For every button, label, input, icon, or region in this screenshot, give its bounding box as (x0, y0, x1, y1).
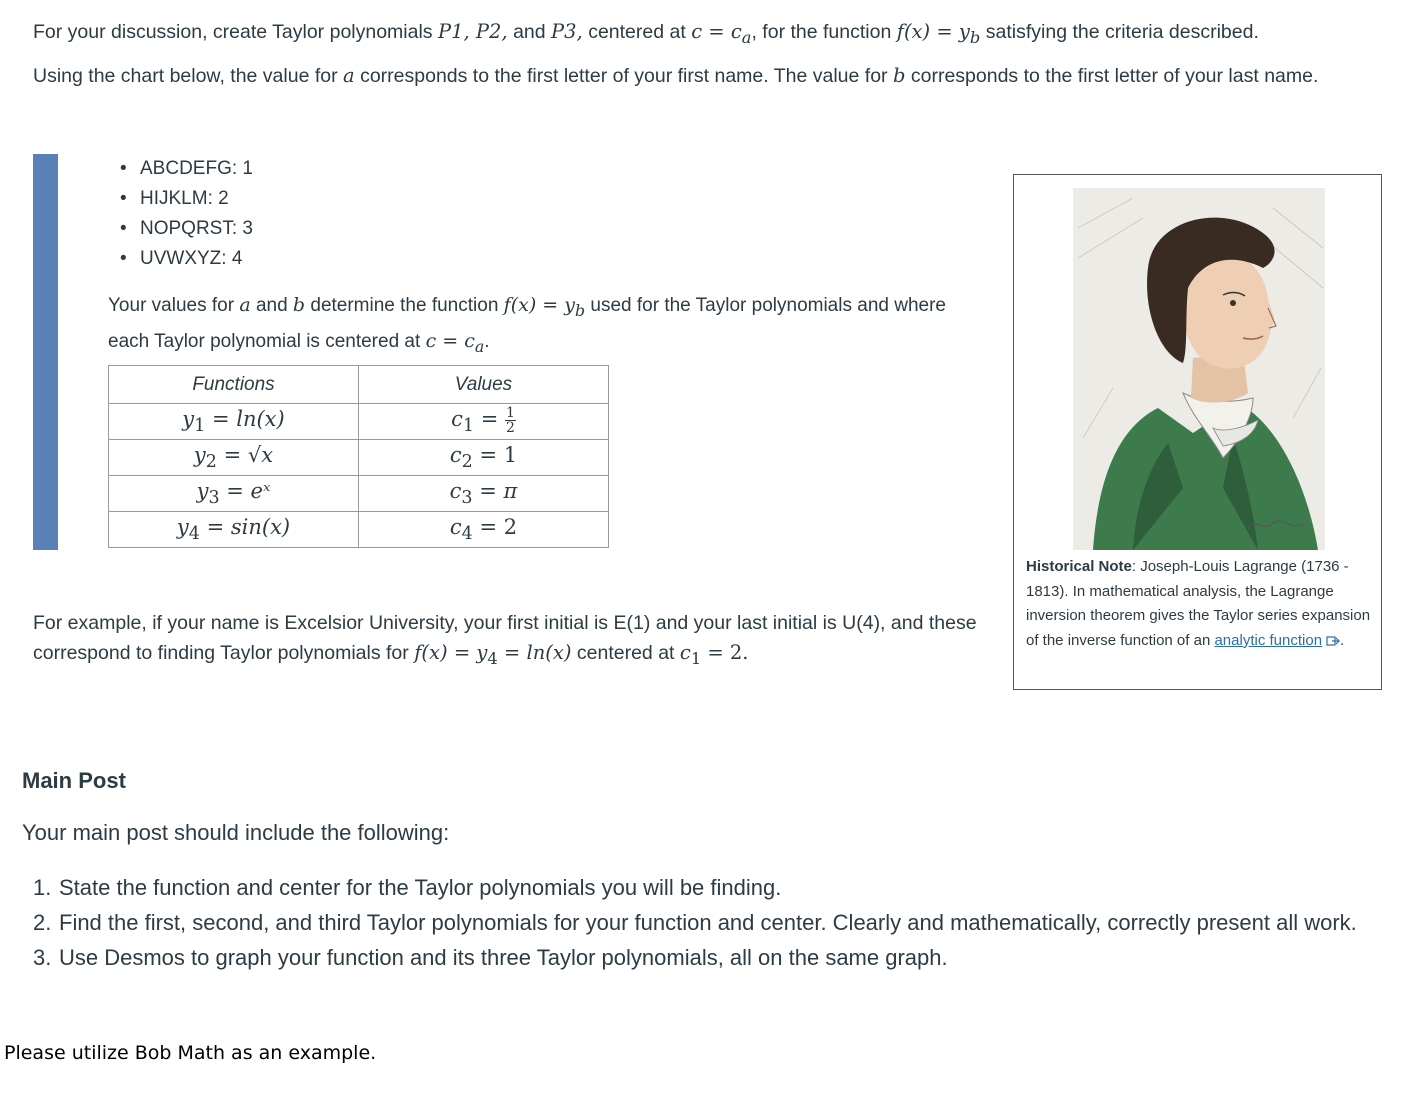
table-row (109, 404, 609, 440)
function-cell: $y_4 = \sin(x)$ (109, 512, 359, 548)
intro-text: For your discussion, create Taylor polynomials (33, 21, 433, 43)
functions-values-table (108, 365, 609, 548)
historical-note-box (1013, 174, 1382, 690)
example-function-expression: $f(x) = y_4 = \ln(x)$ (414, 641, 572, 668)
value-cell: $c_4 = 2$ (359, 512, 609, 548)
variable-b: b (892, 64, 906, 87)
polynomial-names: P1, P2, (437, 20, 508, 43)
main-post-heading: Main Post (22, 768, 126, 793)
function-expression: $f(x) = y_b$ (896, 20, 981, 47)
list-item: • HIJKLM: 2 (118, 184, 253, 214)
lagrange-portrait-image (1073, 188, 1325, 550)
footer-note: Please utilize Bob Math as an example. (4, 1042, 377, 1064)
list-item: 1. State the function and center for the Taylor polynomials you will be finding. (33, 875, 782, 900)
letter-group-list (118, 154, 253, 274)
main-post-intro: Your main post should include the following: (22, 820, 450, 845)
center-expression: $c = c_a$ (425, 329, 485, 356)
table-header-row (109, 366, 609, 404)
intro-line-2 (33, 64, 1318, 88)
function-cell: $y_2 = √x$ (109, 440, 359, 476)
intro-text: , for the function (751, 21, 892, 43)
value-cell: $c_2 = 1$ (359, 440, 609, 476)
values-paragraph: Your values for a and b determine the function $f(x) = y_b$ used for the Taylor polynomials and where each Taylor polynomial is centered at $c = c_a$. (108, 294, 946, 356)
intro-text: and (513, 21, 546, 43)
intro-text: corresponds to the first letter of your first name. The value for (360, 65, 888, 87)
list-item: 2. Find the first, second, and third Taylor polynomials for your function and center. Clearly and mathematically, correctly present all work. (33, 910, 1357, 935)
callout-accent-bar (33, 154, 58, 550)
variable-b: b (292, 294, 306, 316)
intro-text: centered at (588, 21, 686, 43)
column-header: Functions (109, 366, 359, 404)
table-row (109, 440, 609, 476)
external-link-icon (1326, 635, 1340, 647)
requirements-list (33, 870, 1378, 975)
intro-text: Using the chart below, the value for (33, 65, 338, 87)
table-row (109, 476, 609, 512)
value-cell: $c_3 = \pi$ (359, 476, 609, 512)
list-item: 3. Use Desmos to graph your function and its three Taylor polynomials, all on the same graph. (33, 945, 948, 970)
function-expression: $f(x) = y_b$ (503, 294, 586, 320)
historical-note-label: Historical Note (1026, 558, 1132, 575)
example-center-expression: $c_1 = 2$. (679, 641, 749, 668)
analytic-function-link[interactable]: analytic function (1214, 631, 1323, 649)
polynomial-names: P3, (551, 20, 583, 43)
table-row (109, 512, 609, 548)
function-cell: $y_3$ = eˣ (109, 476, 359, 512)
intro-line-1 (33, 20, 1259, 47)
center-expression: $c = c_a$ (691, 20, 752, 47)
intro-text: satisfying the criteria described. (985, 21, 1259, 43)
variable-a: a (343, 64, 355, 87)
function-cell: $y_1 = \ln(x)$ (109, 404, 359, 440)
historical-note-text: Historical Note: Joseph-Louis Lagrange (1736 - 1813). In mathematical analysis, the Lagrange inversion theorem gives the Taylor series expansion of the inverse function of an analytic function . (1026, 558, 1371, 649)
variable-a: a (239, 294, 251, 316)
list-item: • NOPQRST: 3 (118, 214, 253, 244)
example-paragraph: For example, if your name is Excelsior University, your first initial is E(1) and your last initial is U(4), and these correspond to finding Taylor polynomials for $f(x) = y_4 = \ln(x)$ centered at $c_1 = 2$. (33, 612, 977, 668)
list-item: • UVWXYZ: 4 (118, 244, 253, 274)
column-header: Values (359, 366, 609, 404)
fraction: $\frac{1}{2}$ (505, 405, 515, 437)
value-cell: $c_1$ = $\frac{1}{2}$ (359, 404, 609, 440)
intro-text: corresponds to the first letter of your last name. (910, 65, 1319, 87)
list-item: • ABCDEFG: 1 (118, 154, 253, 184)
